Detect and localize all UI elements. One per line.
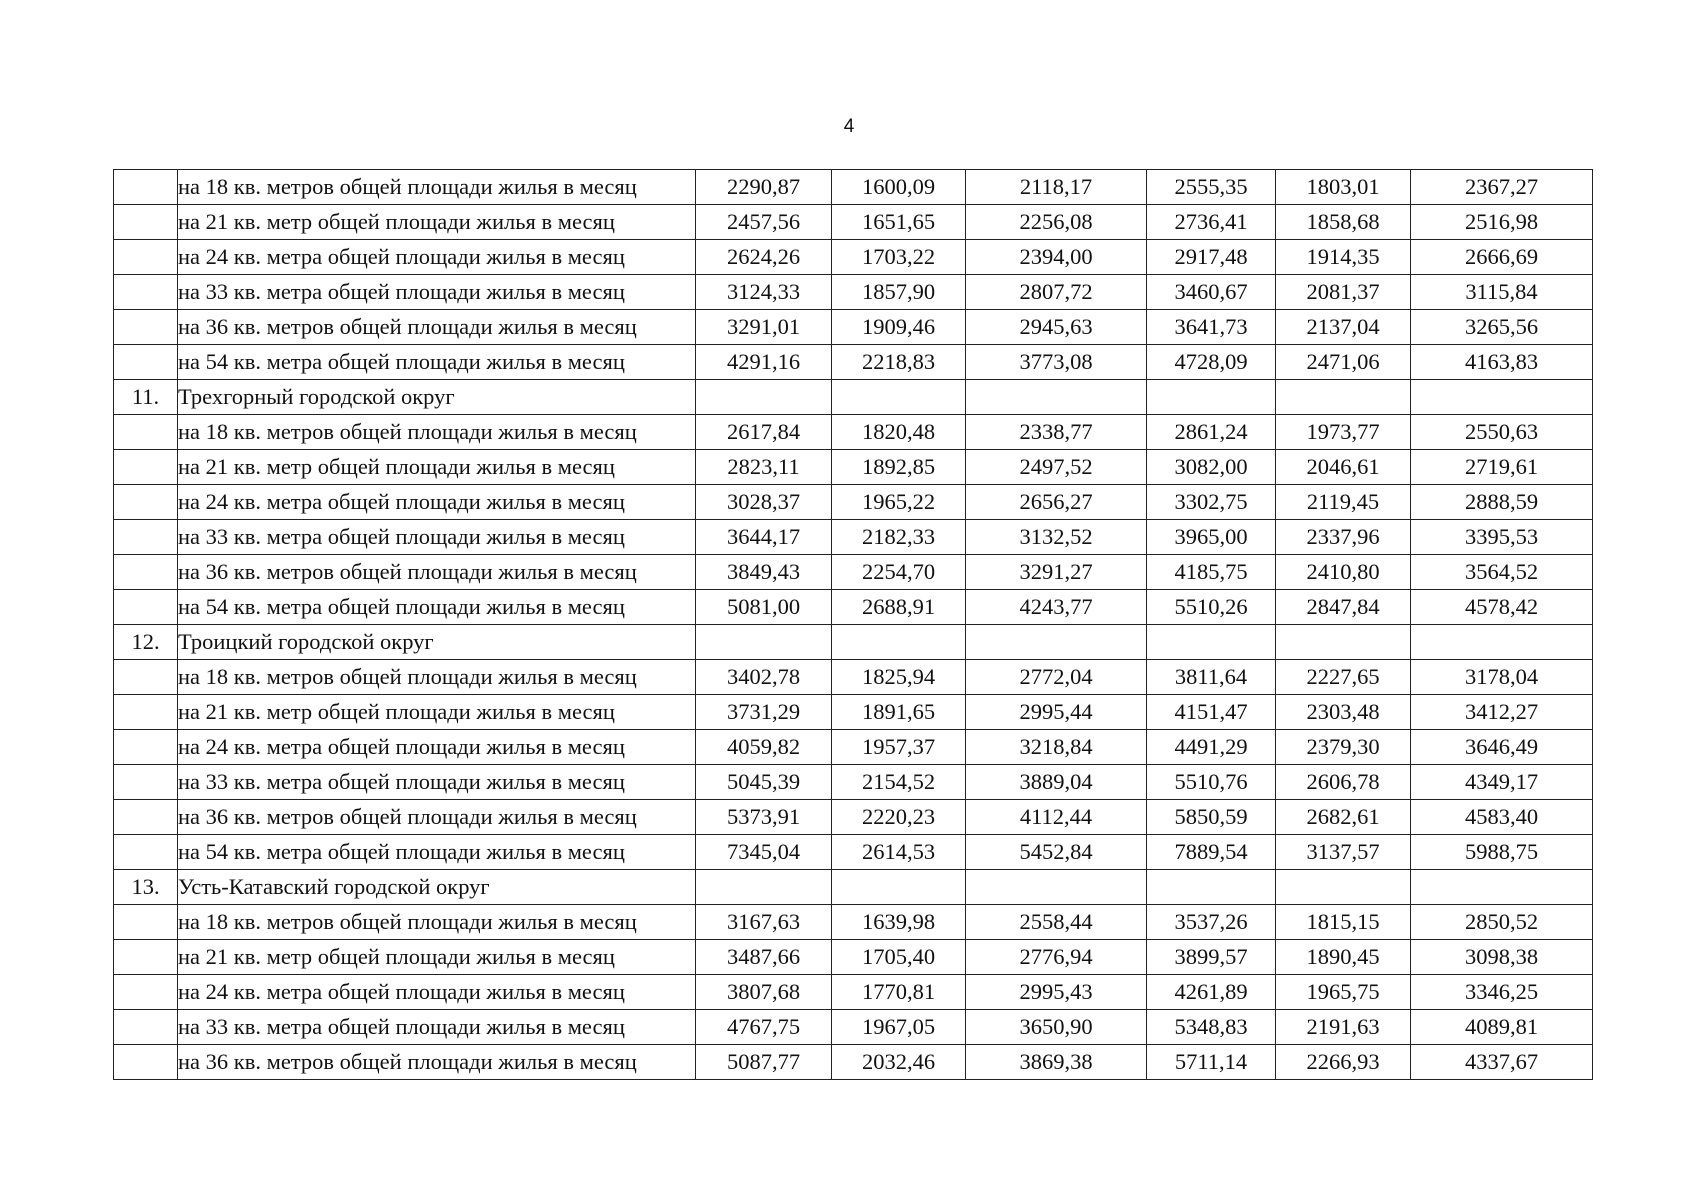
value-cell: 1825,94: [832, 660, 966, 695]
value-cell: [966, 380, 1147, 415]
value-cell: 3487,66: [696, 940, 832, 975]
value-cell: [1147, 380, 1276, 415]
norm-description: на 21 кв. метр общей площади жилья в месяц: [178, 940, 696, 975]
row-number: [114, 590, 178, 625]
value-cell: 5087,77: [696, 1045, 832, 1080]
norm-description: на 21 кв. метр общей площади жилья в месяц: [178, 450, 696, 485]
value-cell: 3869,38: [966, 1045, 1147, 1080]
table-row: [114, 415, 1593, 450]
table-row: [114, 450, 1593, 485]
value-cell: 4291,16: [696, 345, 832, 380]
table-row: [114, 520, 1593, 555]
norm-description: на 36 кв. метров общей площади жилья в месяц: [178, 310, 696, 345]
value-cell: 4059,82: [696, 730, 832, 765]
norm-description: на 33 кв. метра общей площади жилья в месяц: [178, 275, 696, 310]
value-cell: 2497,52: [966, 450, 1147, 485]
tariff-table: [113, 169, 1593, 1080]
value-cell: 5988,75: [1411, 835, 1593, 870]
value-cell: 1891,65: [832, 695, 966, 730]
value-cell: 1600,09: [832, 170, 966, 205]
value-cell: 1858,68: [1276, 205, 1411, 240]
row-number: [114, 800, 178, 835]
value-cell: 2847,84: [1276, 590, 1411, 625]
value-cell: 2046,61: [1276, 450, 1411, 485]
value-cell: 3346,25: [1411, 975, 1593, 1010]
value-cell: 2220,23: [832, 800, 966, 835]
value-cell: 2550,63: [1411, 415, 1593, 450]
value-cell: 3291,01: [696, 310, 832, 345]
value-cell: 2558,44: [966, 905, 1147, 940]
value-cell: 1973,77: [1276, 415, 1411, 450]
table-row: [114, 940, 1593, 975]
value-cell: 2118,17: [966, 170, 1147, 205]
value-cell: 3807,68: [696, 975, 832, 1010]
value-cell: 3302,75: [1147, 485, 1276, 520]
table-row: [114, 345, 1593, 380]
row-number: [114, 695, 178, 730]
row-number: [114, 275, 178, 310]
value-cell: 2410,80: [1276, 555, 1411, 590]
value-cell: [966, 625, 1147, 660]
value-cell: 4349,17: [1411, 765, 1593, 800]
value-cell: 3564,52: [1411, 555, 1593, 590]
value-cell: 3537,26: [1147, 905, 1276, 940]
value-cell: 4185,75: [1147, 555, 1276, 590]
value-cell: [832, 870, 966, 905]
norm-description: на 24 кв. метра общей площади жилья в месяц: [178, 240, 696, 275]
district-name: Троицкий городской округ: [178, 625, 696, 660]
norm-description: на 18 кв. метров общей площади жилья в месяц: [178, 170, 696, 205]
row-number: 13.: [114, 870, 178, 905]
row-number: [114, 975, 178, 1010]
row-number: [114, 450, 178, 485]
value-cell: 1815,15: [1276, 905, 1411, 940]
norm-description: на 33 кв. метра общей площади жилья в месяц: [178, 765, 696, 800]
value-cell: 3965,00: [1147, 520, 1276, 555]
value-cell: [1411, 380, 1593, 415]
norm-description: на 36 кв. метров общей площади жилья в месяц: [178, 555, 696, 590]
value-cell: 2379,30: [1276, 730, 1411, 765]
value-cell: 3137,57: [1276, 835, 1411, 870]
table-row: [114, 1010, 1593, 1045]
value-cell: 2861,24: [1147, 415, 1276, 450]
value-cell: 3115,84: [1411, 275, 1593, 310]
value-cell: 3218,84: [966, 730, 1147, 765]
value-cell: 1892,85: [832, 450, 966, 485]
value-cell: 2666,69: [1411, 240, 1593, 275]
table-row: [114, 765, 1593, 800]
norm-description: на 36 кв. метров общей площади жилья в месяц: [178, 800, 696, 835]
value-cell: 3650,90: [966, 1010, 1147, 1045]
norm-description: на 18 кв. метров общей площади жилья в месяц: [178, 660, 696, 695]
value-cell: 5452,84: [966, 835, 1147, 870]
value-cell: 2119,45: [1276, 485, 1411, 520]
value-cell: 4491,29: [1147, 730, 1276, 765]
table-row: [114, 835, 1593, 870]
value-cell: 2182,33: [832, 520, 966, 555]
value-cell: 3178,04: [1411, 660, 1593, 695]
value-cell: 2888,59: [1411, 485, 1593, 520]
table-row: [114, 660, 1593, 695]
value-cell: 7345,04: [696, 835, 832, 870]
section-row: [114, 625, 1593, 660]
value-cell: 3811,64: [1147, 660, 1276, 695]
value-cell: 2516,98: [1411, 205, 1593, 240]
value-cell: 3731,29: [696, 695, 832, 730]
value-cell: 2776,94: [966, 940, 1147, 975]
value-cell: 4337,67: [1411, 1045, 1593, 1080]
value-cell: 2266,93: [1276, 1045, 1411, 1080]
table-row: [114, 695, 1593, 730]
value-cell: 3644,17: [696, 520, 832, 555]
value-cell: 2555,35: [1147, 170, 1276, 205]
value-cell: 2995,44: [966, 695, 1147, 730]
table-row: [114, 590, 1593, 625]
value-cell: 3395,53: [1411, 520, 1593, 555]
norm-description: на 24 кв. метра общей площади жилья в месяц: [178, 975, 696, 1010]
value-cell: [1147, 870, 1276, 905]
value-cell: 4151,47: [1147, 695, 1276, 730]
value-cell: 3773,08: [966, 345, 1147, 380]
value-cell: 3124,33: [696, 275, 832, 310]
value-cell: 3167,63: [696, 905, 832, 940]
value-cell: 3265,56: [1411, 310, 1593, 345]
row-number: [114, 310, 178, 345]
value-cell: 2823,11: [696, 450, 832, 485]
value-cell: 3098,38: [1411, 940, 1593, 975]
value-cell: [966, 870, 1147, 905]
table-row: [114, 205, 1593, 240]
value-cell: 2656,27: [966, 485, 1147, 520]
page-number: 4: [843, 116, 855, 137]
norm-description: на 33 кв. метра общей площади жилья в месяц: [178, 1010, 696, 1045]
value-cell: 4089,81: [1411, 1010, 1593, 1045]
value-cell: 2606,78: [1276, 765, 1411, 800]
norm-description: на 24 кв. метра общей площади жилья в месяц: [178, 485, 696, 520]
value-cell: 2154,52: [832, 765, 966, 800]
district-name: Трехгорный городской округ: [178, 380, 696, 415]
value-cell: 3646,49: [1411, 730, 1593, 765]
value-cell: [696, 380, 832, 415]
row-number: [114, 730, 178, 765]
value-cell: 2945,63: [966, 310, 1147, 345]
value-cell: [1411, 625, 1593, 660]
value-cell: 1965,75: [1276, 975, 1411, 1010]
value-cell: 4112,44: [966, 800, 1147, 835]
value-cell: 3132,52: [966, 520, 1147, 555]
norm-description: на 18 кв. метров общей площади жилья в месяц: [178, 905, 696, 940]
value-cell: 2917,48: [1147, 240, 1276, 275]
value-cell: 2367,27: [1411, 170, 1593, 205]
value-cell: 2682,61: [1276, 800, 1411, 835]
row-number: 12.: [114, 625, 178, 660]
row-number: [114, 485, 178, 520]
row-number: [114, 520, 178, 555]
value-cell: 1965,22: [832, 485, 966, 520]
value-cell: 2850,52: [1411, 905, 1593, 940]
value-cell: 1705,40: [832, 940, 966, 975]
table-row: [114, 800, 1593, 835]
row-number: [114, 940, 178, 975]
value-cell: 1803,01: [1276, 170, 1411, 205]
value-cell: 5510,26: [1147, 590, 1276, 625]
value-cell: 4767,75: [696, 1010, 832, 1045]
value-cell: 5373,91: [696, 800, 832, 835]
value-cell: 1703,22: [832, 240, 966, 275]
value-cell: 3889,04: [966, 765, 1147, 800]
table-row: [114, 555, 1593, 590]
district-name: Усть-Катавский городской округ: [178, 870, 696, 905]
value-cell: 2736,41: [1147, 205, 1276, 240]
value-cell: 5850,59: [1147, 800, 1276, 835]
norm-description: на 33 кв. метра общей площади жилья в месяц: [178, 520, 696, 555]
value-cell: 1914,35: [1276, 240, 1411, 275]
value-cell: 2338,77: [966, 415, 1147, 450]
row-number: [114, 555, 178, 590]
value-cell: 1820,48: [832, 415, 966, 450]
section-row: [114, 870, 1593, 905]
value-cell: 2807,72: [966, 275, 1147, 310]
value-cell: 2614,53: [832, 835, 966, 870]
value-cell: 2191,63: [1276, 1010, 1411, 1045]
value-cell: 1909,46: [832, 310, 966, 345]
section-row: [114, 380, 1593, 415]
norm-description: на 18 кв. метров общей площади жилья в месяц: [178, 415, 696, 450]
table-row: [114, 240, 1593, 275]
value-cell: [696, 625, 832, 660]
row-number: [114, 415, 178, 450]
value-cell: 4728,09: [1147, 345, 1276, 380]
row-number: [114, 345, 178, 380]
value-cell: 5711,14: [1147, 1045, 1276, 1080]
value-cell: 3460,67: [1147, 275, 1276, 310]
value-cell: 5510,76: [1147, 765, 1276, 800]
value-cell: 3028,37: [696, 485, 832, 520]
value-cell: [1276, 625, 1411, 660]
value-cell: 5045,39: [696, 765, 832, 800]
value-cell: 2337,96: [1276, 520, 1411, 555]
value-cell: 4163,83: [1411, 345, 1593, 380]
value-cell: 1857,90: [832, 275, 966, 310]
value-cell: 3402,78: [696, 660, 832, 695]
table-body: [114, 170, 1593, 1080]
value-cell: 2624,26: [696, 240, 832, 275]
value-cell: [832, 625, 966, 660]
value-cell: [1411, 870, 1593, 905]
value-cell: 2290,87: [696, 170, 832, 205]
value-cell: 3641,73: [1147, 310, 1276, 345]
value-cell: [1276, 380, 1411, 415]
value-cell: 7889,54: [1147, 835, 1276, 870]
value-cell: [1147, 625, 1276, 660]
value-cell: 1639,98: [832, 905, 966, 940]
value-cell: 2254,70: [832, 555, 966, 590]
value-cell: 4578,42: [1411, 590, 1593, 625]
row-number: 11.: [114, 380, 178, 415]
value-cell: 1957,37: [832, 730, 966, 765]
value-cell: 2471,06: [1276, 345, 1411, 380]
value-cell: 3082,00: [1147, 450, 1276, 485]
norm-description: на 21 кв. метр общей площади жилья в месяц: [178, 205, 696, 240]
value-cell: [832, 380, 966, 415]
norm-description: на 54 кв. метра общей площади жилья в месяц: [178, 835, 696, 870]
table-row: [114, 905, 1593, 940]
value-cell: 4243,77: [966, 590, 1147, 625]
norm-description: на 54 кв. метра общей площади жилья в месяц: [178, 345, 696, 380]
row-number: [114, 240, 178, 275]
table-row: [114, 170, 1593, 205]
table-row: [114, 275, 1593, 310]
value-cell: 5081,00: [696, 590, 832, 625]
row-number: [114, 1010, 178, 1045]
value-cell: 3899,57: [1147, 940, 1276, 975]
norm-description: на 54 кв. метра общей площади жилья в месяц: [178, 590, 696, 625]
value-cell: 3412,27: [1411, 695, 1593, 730]
value-cell: [1276, 870, 1411, 905]
norm-description: на 36 кв. метров общей площади жилья в месяц: [178, 1045, 696, 1080]
row-number: [114, 205, 178, 240]
value-cell: 3291,27: [966, 555, 1147, 590]
value-cell: 2719,61: [1411, 450, 1593, 485]
table-row: [114, 1045, 1593, 1080]
value-cell: 1890,45: [1276, 940, 1411, 975]
norm-description: на 21 кв. метр общей площади жилья в месяц: [178, 695, 696, 730]
row-number: [114, 170, 178, 205]
value-cell: 4261,89: [1147, 975, 1276, 1010]
value-cell: 2218,83: [832, 345, 966, 380]
value-cell: 2995,43: [966, 975, 1147, 1010]
value-cell: 1770,81: [832, 975, 966, 1010]
row-number: [114, 835, 178, 870]
value-cell: 2032,46: [832, 1045, 966, 1080]
row-number: [114, 660, 178, 695]
value-cell: 2772,04: [966, 660, 1147, 695]
norm-description: на 24 кв. метра общей площади жилья в месяц: [178, 730, 696, 765]
value-cell: 2137,04: [1276, 310, 1411, 345]
row-number: [114, 1045, 178, 1080]
row-number: [114, 905, 178, 940]
value-cell: [696, 870, 832, 905]
table-row: [114, 485, 1593, 520]
table-row: [114, 730, 1593, 765]
value-cell: 2457,56: [696, 205, 832, 240]
value-cell: 2081,37: [1276, 275, 1411, 310]
value-cell: 3849,43: [696, 555, 832, 590]
row-number: [114, 765, 178, 800]
table-row: [114, 310, 1593, 345]
value-cell: 2617,84: [696, 415, 832, 450]
value-cell: 2394,00: [966, 240, 1147, 275]
table-row: [114, 975, 1593, 1010]
value-cell: 2303,48: [1276, 695, 1411, 730]
value-cell: 1967,05: [832, 1010, 966, 1045]
value-cell: 1651,65: [832, 205, 966, 240]
value-cell: 5348,83: [1147, 1010, 1276, 1045]
value-cell: 2256,08: [966, 205, 1147, 240]
value-cell: 4583,40: [1411, 800, 1593, 835]
value-cell: 2227,65: [1276, 660, 1411, 695]
value-cell: 2688,91: [832, 590, 966, 625]
